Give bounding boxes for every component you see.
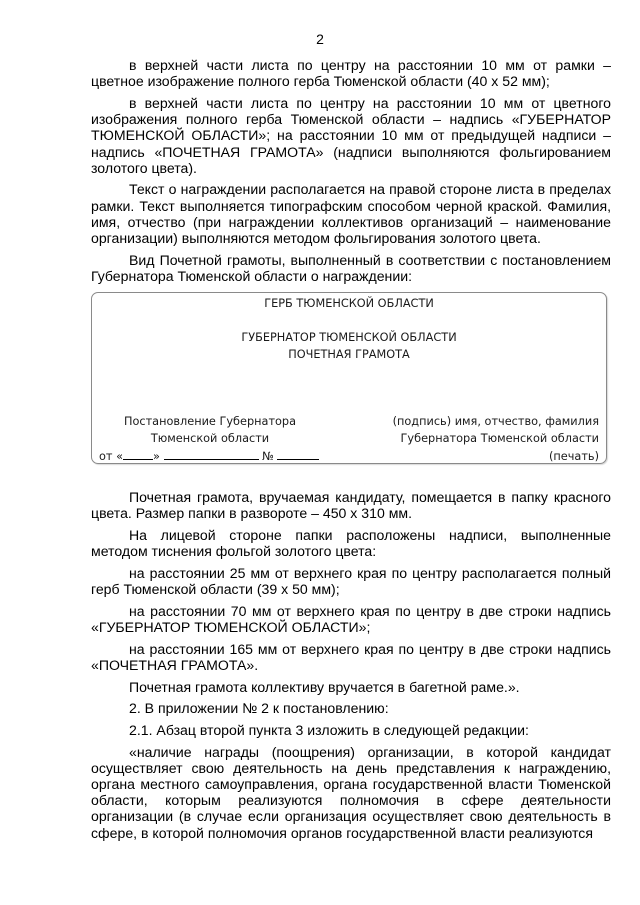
- paragraph: в верхней части листа по центру на расстоянии 10 мм от рамки – цветное изображение полного герба Тюменской области (40 х 52 мм);: [91, 57, 611, 90]
- governor-label: ГУБЕРНАТОР ТЮМЕНСКОЙ ОБЛАСТИ: [241, 331, 457, 344]
- paragraph: на расстоянии 165 мм от верхнего края по центру в две строки надпись «ПОЧЕТНАЯ ГРАМОТА».: [91, 640, 611, 673]
- page-number: 2: [316, 31, 324, 47]
- decree-date-number-line: [99, 450, 319, 463]
- signature-label-line1: (подпись) имя, отчество, фамилия: [392, 415, 599, 428]
- paragraph: на расстоянии 70 мм от верхнего края по центру в две строки надпись «ГУБЕРНАТОР ТЮМЕНСКОЙ ОБЛАСТИ»;: [91, 602, 611, 635]
- paragraph: на расстоянии 25 мм от верхнего края по центру располагается полный герб Тюменской области (39 х 50 мм);: [91, 564, 611, 598]
- paragraph: в верхней части листа по центру на расстоянии 10 мм от цветного изображения полного герба Тюменской области – надпись «ГУБЕРНАТОР ТЮМЕНСКОЙ ОБЛАСТИ»; на расстоянии 10 мм от предыдущей надписи – надпись «ПОЧЕТНАЯ ГРАМОТА» (надписи выполняются фольгированием золотого цвета).: [91, 94, 611, 176]
- day-blank: [123, 450, 153, 460]
- paragraph: Почетная грамота коллективу вручается в багетной раме.».: [129, 678, 520, 695]
- signature-label-line2: Губернатора Тюменской области: [400, 432, 599, 445]
- paragraph: На лицевой стороне папки расположены надписи, выполненные методом тиснения фольгой золотого цвета:: [91, 526, 611, 560]
- certificate-sample-frame: [91, 292, 607, 464]
- paragraph: Текст о награждении располагается на правой стороне листа в пределах рамки. Текст выполняется типографским способом черной краской. Фамилия, имя, отчество (при награждении коллективов организаций – наименование организации) выполняются методом фольгирования золотого цвета.: [91, 181, 611, 247]
- decree-label-line1: Постановление Губернатора: [123, 415, 297, 428]
- paragraph: Почетная грамота, вручаемая кандидату, помещается в папку красного цвета. Размер папки в развороте – 450 х 310 мм.: [91, 489, 611, 522]
- certificate-title: ПОЧЕТНАЯ ГРАМОТА: [288, 348, 410, 361]
- number-blank: [277, 450, 319, 460]
- paragraph: 2. В приложении № 2 к постановлению:: [129, 700, 389, 717]
- coat-of-arms-label: ГЕРБ ТЮМЕНСКОЙ ОБЛАСТИ: [264, 297, 434, 310]
- bottom-text-block: [91, 489, 611, 841]
- date-prefix: от «: [99, 450, 123, 463]
- date-quote: »: [153, 450, 160, 463]
- paragraph: «наличие награды (поощрения) организации, в которой кандидат осуществляет свою деятельность на день представления к награждению, органа местного самоуправления, органа государственной власти Тюменской области, которым реализуются полномочия в сфере деятельности организации (в случае если организация осуществляет свою деятельность в сфере, в которой полномочия органов государственной власти реализуются: [91, 743, 611, 841]
- month-year-blank: [164, 450, 259, 460]
- decree-label-line2: Тюменской области: [150, 432, 270, 445]
- paragraph: 2.1. Абзац второй пункта 3 изложить в следующей редакции:: [129, 721, 529, 738]
- number-sign: №: [262, 450, 274, 463]
- paragraph: Вид Почетной грамоты, выполненный в соответствии с постановлением Губернатора Тюменской области о награждении:: [91, 251, 611, 284]
- top-text-block: [91, 57, 611, 284]
- seal-label: (печать): [549, 450, 599, 463]
